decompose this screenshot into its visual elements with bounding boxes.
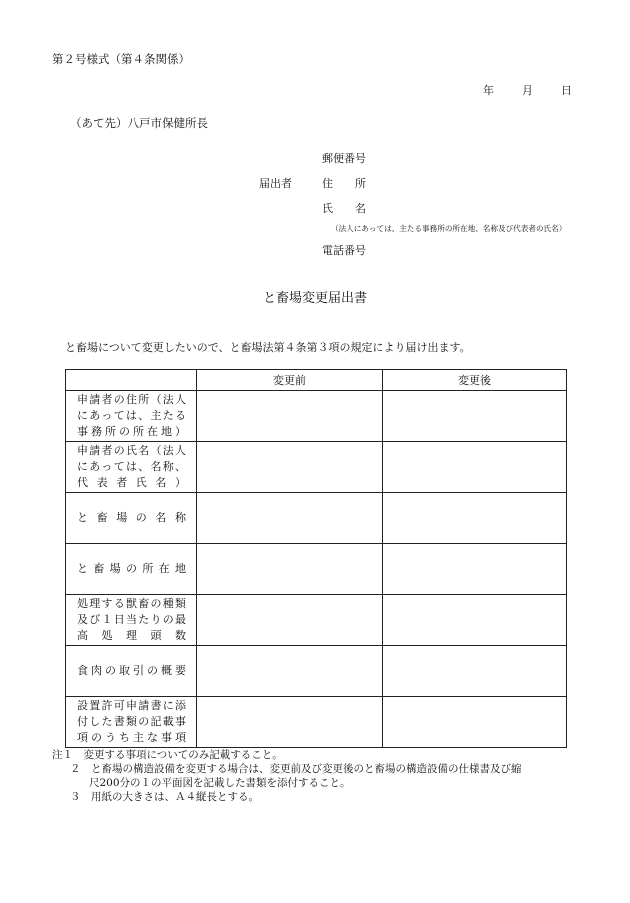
form-number: 第２号様式（第４条関係）	[52, 52, 190, 66]
table-row	[66, 646, 567, 697]
row-item-label: 食肉の取引の概要	[66, 646, 197, 697]
row-item-label: と畜場の所在地	[66, 544, 197, 595]
table-header-item	[66, 370, 197, 391]
corporate-note: （法人にあっては、主たる事務所の所在地、名称及び代表者の氏名）	[331, 224, 567, 233]
table-row	[66, 391, 567, 442]
after-cell[interactable]	[383, 697, 567, 748]
name-label: 氏 名	[322, 202, 366, 215]
table-row	[66, 544, 567, 595]
row-item-label: と畜場の名称	[66, 493, 197, 544]
row-item-label: 設置許可申請書に添付した書類の記載事項のうち主な事項	[66, 697, 197, 748]
before-cell[interactable]	[197, 442, 383, 493]
after-cell[interactable]	[383, 391, 567, 442]
document-title: と畜場変更届出書	[262, 291, 367, 306]
before-cell[interactable]	[197, 493, 383, 544]
after-cell[interactable]	[383, 544, 567, 595]
table-row	[66, 442, 567, 493]
change-table	[65, 369, 567, 748]
table-header-after: 変更後	[383, 370, 567, 391]
note-3: ３ 用紙の大きさは、Ａ４縦長とする。	[70, 791, 259, 803]
date-day-label: 日	[561, 84, 572, 97]
date-month-label: 月	[522, 84, 533, 97]
row-item-label: 申請者の住所（法人にあっては、主たる事務所の所在地）	[66, 391, 197, 442]
before-cell[interactable]	[197, 544, 383, 595]
before-cell[interactable]	[197, 595, 383, 646]
date-line	[483, 84, 572, 97]
after-cell[interactable]	[383, 442, 567, 493]
reporter-label: 届出者	[259, 177, 292, 190]
row-item-label: 処理する獣畜の種類及び１日当たりの最高処理頭数	[66, 595, 197, 646]
phone-label: 電話番号	[322, 244, 366, 257]
addressee: （あて先）八戸市保健所長	[70, 116, 208, 130]
after-cell[interactable]	[383, 595, 567, 646]
notes	[52, 748, 522, 804]
row-item-label: 申請者の氏名（法人にあっては、名称、代表者氏名）	[66, 442, 197, 493]
after-cell[interactable]	[383, 493, 567, 544]
before-cell[interactable]	[197, 646, 383, 697]
table-row	[66, 595, 567, 646]
note-2-continued: 尺200分の１の平面図を記載した書類を添付すること。	[89, 777, 351, 789]
table-row	[66, 697, 567, 748]
address-label: 住 所	[322, 177, 366, 190]
table-row	[66, 493, 567, 544]
after-cell[interactable]	[383, 646, 567, 697]
note-2: ２ と畜場の構造設備を変更する場合は、変更前及び変更後のと畜場の構造設備の仕様書及び縮	[70, 763, 522, 775]
date-year-label: 年	[483, 84, 494, 97]
postal-code-label: 郵便番号	[322, 152, 366, 165]
before-cell[interactable]	[197, 697, 383, 748]
note-1: 注１ 変更する事項についてのみ記載すること。	[52, 749, 283, 761]
intro-text: と畜場について変更したいので、と畜場法第４条第３項の規定により届け出ます。	[65, 341, 471, 354]
table-header-row	[66, 370, 567, 391]
table-header-before: 変更前	[197, 370, 383, 391]
before-cell[interactable]	[197, 391, 383, 442]
